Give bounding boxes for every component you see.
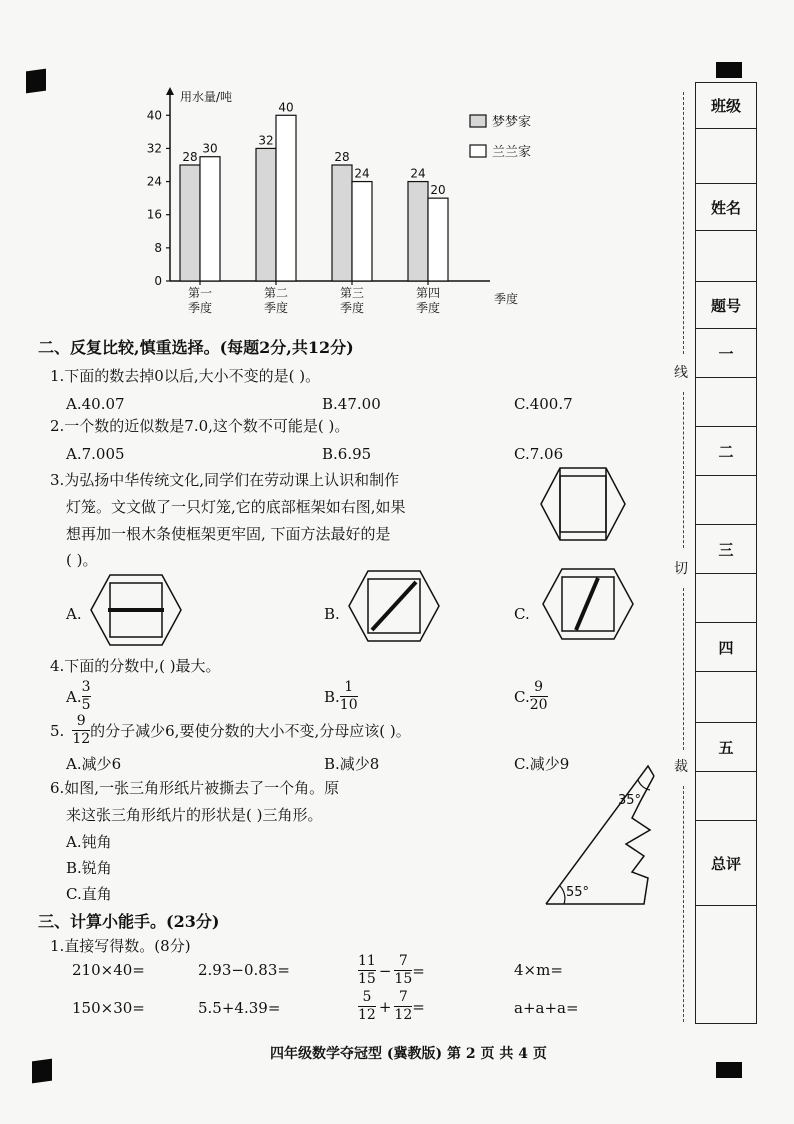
denominator: 12 [358, 1007, 376, 1023]
fraction [72, 714, 90, 747]
q3-line-2: 灯笼。文文做了一只灯笼,它的底部框架如右图,如果 [66, 498, 406, 516]
q3-option-b: B. [324, 605, 340, 623]
q1-stem: 1.下面的数去掉0以后,大小不变的是( )。 [50, 367, 321, 385]
numerator: 9 [76, 713, 86, 729]
legend-label: 梦梦家 [492, 115, 532, 130]
bar-value-label: 20 [430, 183, 446, 198]
calc-r2c4: a+a+a= [514, 999, 579, 1017]
class-label: 班级 [696, 83, 756, 129]
q5-prefix: 5. [50, 721, 65, 740]
x-tick-label: 第一 [187, 286, 213, 300]
bar-value-label: 24 [354, 166, 370, 181]
name-label: 姓名 [696, 184, 756, 231]
denominator: 15 [394, 971, 413, 987]
bar-value-label: 28 [334, 150, 350, 164]
section-5-label: 五 [696, 723, 756, 772]
angle-top-label: 35° [618, 793, 642, 808]
operator: − [378, 961, 392, 980]
fraction [82, 680, 91, 713]
calc-r1c3 [358, 954, 425, 987]
q3-line-1: 3.为弘扬中华传统文化,同学们在劳动课上认识和制作 [50, 471, 400, 489]
bar-lanlan [200, 157, 220, 281]
y-tick-label: 40 [146, 108, 162, 123]
q5-stem [50, 714, 411, 747]
q2-option-c: C.7.06 [514, 445, 564, 463]
x-tick-label: 季度 [415, 301, 441, 315]
numerator: 3 [81, 679, 91, 695]
bar-mengmeng [332, 165, 352, 281]
y-axis-label: 用水量/吨 [180, 90, 233, 104]
numerator: 9 [534, 679, 544, 695]
section-2-title: 二、反复比较,慎重选择。(每题2分,共12分) [38, 338, 354, 357]
fraction [394, 954, 412, 987]
q3-figure-c [540, 566, 636, 642]
y-tick-label: 16 [146, 207, 162, 222]
fraction [530, 680, 548, 713]
cut-line-segment [683, 588, 684, 750]
torn-triangle-figure [540, 760, 665, 910]
calc-r2c2: 5.5+4.39= [198, 999, 281, 1017]
q5-option-b: B.减少8 [324, 755, 380, 773]
q5-stem-text: 的分子减少6,要使分数的大小不变,分母应该( )。 [90, 722, 411, 740]
q6-option-b: B.锐角 [66, 859, 112, 877]
q6-option-c: C.直角 [66, 885, 112, 903]
cut-char-2: 切 [674, 561, 688, 577]
q1-option-b: B.47.00 [322, 395, 381, 413]
y-tick-label: 32 [146, 141, 162, 156]
bar-lanlan [352, 182, 372, 281]
y-tick-label: 24 [146, 174, 162, 189]
section-4-label: 四 [696, 623, 756, 672]
numerator: 1 [344, 679, 354, 695]
x-axis-label: 季度 [494, 292, 519, 306]
registration-mark-top-right [716, 62, 742, 78]
section-3-score[interactable] [696, 574, 756, 623]
operator: + [378, 997, 392, 1016]
numerator: 5 [362, 989, 372, 1005]
x-tick-label: 第四 [415, 286, 441, 300]
q4-option-a-label: A. [66, 687, 82, 706]
q6-line-1: 6.如图,一张三角形纸片被撕去了一个角。原 [50, 779, 340, 797]
registration-mark-bottom-left [32, 1059, 52, 1084]
calc-r1c2: 2.93−0.83= [198, 961, 290, 979]
numerator: 11 [358, 953, 376, 969]
q4-option-b-label: B. [324, 687, 340, 706]
bar-value-label: 24 [410, 166, 426, 181]
x-tick-label: 季度 [187, 301, 213, 315]
equals: = [412, 961, 425, 980]
calc-r2c1: 150×30= [72, 999, 145, 1017]
q2-option-b: B.6.95 [322, 445, 372, 463]
q6-line-2: 来这张三角形纸片的形状是( )三角形。 [66, 806, 323, 824]
x-tick-label: 季度 [339, 301, 365, 315]
calc-r2c3 [358, 990, 425, 1023]
section-3-sub-1: 1.直接写得数。(8分) [50, 937, 191, 955]
q3-figure-a [88, 572, 184, 648]
cut-char-3: 裁 [674, 759, 688, 775]
section-4-score[interactable] [696, 672, 756, 723]
total-label: 总评 [696, 821, 756, 906]
q5-option-c: C.减少9 [514, 755, 570, 773]
class-field[interactable] [696, 129, 756, 184]
q3-option-c: C. [514, 605, 530, 623]
equals: = [412, 997, 425, 1016]
q3-line-3: 想再加一根木条使框架更牢固, 下面方法最好的是 [66, 525, 391, 543]
q4-option-c [514, 680, 548, 713]
fraction [358, 990, 376, 1023]
q2-option-a: A.7.005 [66, 445, 125, 463]
q3-figure-b [346, 568, 442, 644]
legend-label: 兰兰家 [492, 145, 532, 160]
q4-stem: 4.下面的分数中,( )最大。 [50, 657, 221, 675]
x-tick-label: 第二 [263, 286, 289, 300]
bar-mengmeng [180, 165, 200, 281]
denominator: 20 [529, 697, 548, 713]
registration-mark-bottom-right [716, 1062, 742, 1078]
water-usage-bar-chart [130, 85, 532, 325]
q3-option-a: A. [66, 605, 82, 623]
denominator: 15 [358, 971, 376, 987]
q3-line-4: ( )。 [66, 551, 98, 569]
legend-swatch [470, 115, 486, 127]
legend-swatch [470, 145, 486, 157]
q1-option-c: C.400.7 [514, 395, 573, 413]
section-2-score[interactable] [696, 476, 756, 525]
lantern-frame-figure [538, 464, 628, 544]
q1-option-a: A.40.07 [66, 395, 125, 413]
cut-line-segment [683, 92, 684, 354]
registration-mark-top-left [26, 69, 46, 94]
y-tick-label: 0 [154, 274, 162, 288]
page-footer: 四年级数学夺冠型 (冀教版) 第 2 页 共 4 页 [270, 1046, 547, 1062]
section-3-title: 三、计算小能手。(23分) [38, 912, 220, 931]
fraction [358, 954, 376, 987]
y-tick-label: 8 [154, 240, 162, 255]
section-3-label: 三 [696, 525, 756, 574]
section-1-score[interactable] [696, 378, 756, 427]
student-info-table [695, 82, 757, 1024]
cut-line-segment [683, 786, 684, 1022]
question-number-label: 题号 [696, 282, 756, 329]
y-axis-arrow [166, 87, 174, 95]
q5-option-a: A.减少6 [66, 755, 122, 773]
calc-r1c4: 4×m= [514, 961, 563, 979]
section-2-label: 二 [696, 427, 756, 476]
calc-r1c1: 210×40= [72, 961, 145, 979]
denominator: 12 [394, 1007, 413, 1023]
total-score[interactable] [696, 906, 756, 1021]
fraction [340, 680, 358, 713]
denominator: 12 [72, 731, 91, 747]
bar-value-label: 28 [182, 150, 198, 164]
cut-char-1: 线 [674, 365, 688, 381]
fraction [394, 990, 412, 1023]
q4-option-a [66, 680, 91, 713]
numerator: 7 [398, 953, 408, 969]
denominator: 10 [339, 697, 358, 713]
bar-lanlan [276, 115, 296, 281]
bar-lanlan [428, 198, 448, 281]
x-tick-label: 季度 [263, 301, 289, 315]
q4-option-b [324, 680, 358, 713]
denominator: 5 [81, 697, 91, 713]
bar-value-label: 30 [202, 141, 218, 156]
bar-mengmeng [256, 148, 276, 281]
angle-bottom-label: 55° [566, 885, 590, 900]
q4-option-c-label: C. [514, 687, 530, 706]
bar-value-label: 32 [258, 133, 274, 148]
cut-line-segment [683, 392, 684, 548]
numerator: 7 [398, 989, 408, 1005]
name-field[interactable] [696, 231, 756, 282]
section-1-label: 一 [696, 329, 756, 378]
section-5-score[interactable] [696, 772, 756, 821]
bar-value-label: 40 [278, 100, 294, 115]
x-tick-label: 第三 [339, 286, 365, 300]
q2-stem: 2.一个数的近似数是7.0,这个数不可能是( )。 [50, 417, 350, 435]
q6-option-a: A.钝角 [66, 833, 112, 851]
bar-mengmeng [408, 182, 428, 281]
